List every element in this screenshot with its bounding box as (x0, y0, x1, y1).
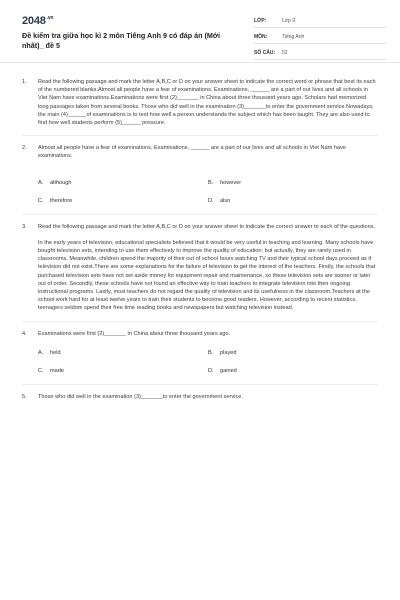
option-c[interactable] (38, 198, 208, 204)
option-b[interactable] (208, 350, 378, 356)
option-a[interactable] (38, 180, 208, 186)
meta-question-count (254, 46, 386, 60)
meta-value: Lớp 9 (282, 17, 296, 24)
meta-class (254, 14, 386, 28)
meta-subject (254, 30, 386, 44)
site-logo[interactable] (22, 15, 53, 27)
question-number: 4. (22, 330, 27, 337)
option-text: therefore (50, 197, 73, 204)
option-text: also (220, 197, 231, 204)
divider (22, 384, 378, 385)
question-text: Read the following passage and mark the letter A,B,C or D on your answer sheet to indicate the correct word or phrase that best its each of the numbered blanks.Almost all people have a fear of examinations. Examinations, ______ are a part of our lives and all schools in Viet Nam have examinations.Examinations were first (2)_______ in China about three thousand years ago. Scholars had memorized long passages taken from several books. Those who did well in the examination (3)_______to enter the government service.Nowadays, the main (4)______of examinations is to test how well a person understands the subject which has been taught. They are also used to find how well students perform (5)______ pressure. (38, 79, 376, 127)
option-letter: B. (208, 349, 214, 356)
question-number: 5. (22, 393, 27, 400)
option-d[interactable] (208, 368, 378, 374)
question-number: 2. (22, 145, 27, 152)
question-2 (22, 144, 378, 160)
logo-text: 2048 (22, 15, 46, 27)
question-3 (22, 223, 378, 231)
document-title: Đề kiểm tra giữa học kì 2 môn Tiếng Anh 9 có đáp án (Mới nhất)_ đề 5 (22, 31, 221, 50)
option-letter: A. (38, 349, 44, 356)
option-text: although (50, 179, 72, 186)
option-text: made (50, 367, 64, 374)
meta-key: LỚP: (254, 17, 267, 24)
answer-options (38, 174, 378, 210)
option-a[interactable] (38, 350, 208, 356)
question-number: 3. (22, 223, 27, 230)
meta-key: MÔN: (254, 33, 268, 40)
meta-value: 52 (282, 49, 288, 56)
option-b[interactable] (208, 180, 378, 186)
option-letter: B. (208, 179, 214, 186)
reading-passage: In the early years of television, educational specialists believed that it would be very useful in teaching and learning. Many schools have bought television sets, intending to use them effectively to improve the quality of education; but actually, they are rarely used in classrooms. Meanwhile, children spend the majority of their out of school hours watching TV and their typical school days proceed as if television did not exist.There are some explanations for the failure of television to get the interest of the teachers. Firstly, the schools that purchased television sets have not set aside money for equipment repair and maintenance, so these television sets are sooner or later out of order. Secondly, these schools have not found an effective way to train teachers to integrate television into their ongoing instructional programs. Lastly, most teachers do not regard the quality of television and its usefulness in the classroom.Teachers at the school work hard for at least twelve years to train their students to become good readers. However, according to recent statistics, teenagers seldom spend their free time reading books and newspapers but watching television instead. (38, 239, 376, 312)
option-c[interactable] (38, 368, 208, 374)
question-text: Examinations were first (2)_______ in China about three thousand years ago. (38, 330, 231, 337)
question-5 (22, 393, 378, 401)
document-header (0, 0, 400, 63)
question-list (22, 78, 378, 401)
meta-key: SỐ CÂU: (254, 49, 276, 56)
option-letter: D. (208, 197, 214, 204)
question-4 (22, 330, 378, 338)
divider (22, 321, 378, 322)
option-text: however (220, 179, 242, 186)
question-1 (22, 78, 378, 127)
question-text: Read the following passage and mark the letter A,B,C or D on your answer sheet to indicate the correct answer to each of the questions. (38, 223, 376, 230)
option-letter: D. (208, 367, 214, 374)
logo-suffix: .vn (46, 15, 54, 21)
option-text: gained (220, 367, 237, 374)
option-letter: C. (38, 197, 44, 204)
option-text: played (220, 349, 237, 356)
option-d[interactable] (208, 198, 378, 204)
question-text: Those who did well in the examination (3)_______to enter the government service. (38, 393, 243, 400)
question-number: 1. (22, 79, 27, 85)
question-text: Almost all people have a fear of examinations. Examinations, ______ are a part of our lives and all schools in Viet Nam have examinations. (38, 145, 347, 160)
divider (22, 214, 378, 215)
meta-value: Tiếng Anh (282, 33, 305, 40)
option-letter: C. (38, 367, 44, 374)
answer-options (38, 344, 378, 380)
divider (22, 135, 378, 136)
option-letter: A. (38, 179, 44, 186)
document-meta (254, 14, 386, 62)
option-text: held (50, 349, 61, 356)
